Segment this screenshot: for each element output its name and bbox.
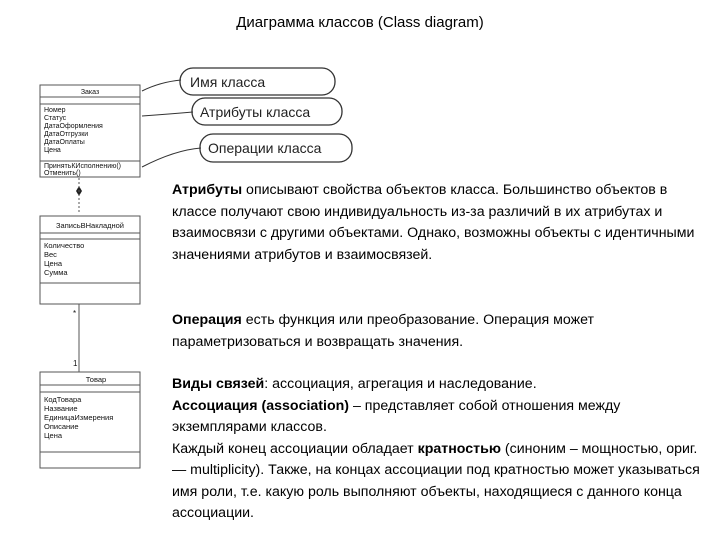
attributes-description: описывают свойства объектов класса. Большинство объектов в классе получают свою индивидуальность из-за различий в их атрибутах и взаимосвязи с другими объектами. Однако, возможны объекты с идентичными значениями атрибутов и взаимосвязей. (172, 182, 695, 263)
order-op: Отменить() (44, 170, 81, 177)
product-attr: КодТовара (44, 395, 82, 404)
class-invoice-entry (40, 216, 140, 304)
order-attr: Номер (44, 107, 66, 114)
term-operation: Операция (172, 312, 242, 328)
page-title: Диаграмма классов (Class diagram) (236, 14, 484, 31)
order-attr: Статус (44, 115, 67, 122)
invoice-attr: Сумма (44, 268, 68, 277)
product-attr: Название (44, 404, 78, 413)
term-multiplicity: кратностью (417, 440, 501, 457)
class-invoice-entry-name: ЗаписьВНакладной (56, 221, 124, 230)
term-relation-types: Виды связей (172, 376, 265, 392)
invoice-attr: Вес (44, 250, 57, 259)
product-attr: ЕдиницаИзмерения (44, 413, 114, 422)
invoice-attr: Цена (44, 259, 63, 268)
product-attr: Цена (44, 431, 63, 440)
multiplicity-lower: 1 (73, 359, 78, 368)
callout-class-name-label: Имя класса (190, 74, 266, 90)
order-op: ПринятьКИсполнению() (44, 163, 122, 170)
multiplicity-upper: * (73, 309, 77, 318)
order-attr: ДатаОформления (44, 123, 103, 130)
class-order (40, 85, 140, 177)
operation-description: есть функция или преобразование. Операция может параметризоваться и возвращать значения. (172, 312, 595, 350)
term-association: Ассоциация (association) (172, 397, 350, 414)
invoice-attr: Количество (44, 241, 85, 250)
class-order-name: Заказ (80, 89, 100, 96)
relation-types-description: : ассоциация, агрегация и наследование. (264, 376, 537, 392)
class-product-name: Товар (85, 375, 107, 384)
class-product (40, 372, 140, 468)
multiplicity-intro: Каждый конец ассоциации обладает (172, 440, 418, 457)
order-attr: ДатаОплаты (44, 139, 85, 146)
callout-operations (142, 134, 352, 167)
multiplicity-description: (синоним – мощностью, ориг. — multiplicity). Также, на концах ассоциации под кратностью может указываться имя роли, т.е. какую роль выполняют объекты, находящиеся с данного конца ассоциации. (172, 440, 700, 521)
callout-attributes (142, 98, 342, 125)
term-attributes: Атрибуты (172, 182, 243, 198)
order-attr: ДатаОтгрузки (44, 131, 89, 138)
order-attr: Цена (44, 147, 61, 154)
attributes-paragraph (172, 180, 712, 266)
association-description: – представляет собой отношения между экземплярами классов. (172, 397, 621, 435)
callout-attributes-label: Атрибуты класса (200, 104, 311, 120)
operation-paragraph (172, 310, 712, 353)
callout-class-name (142, 68, 335, 95)
product-attr: Описание (44, 422, 79, 431)
callout-operations-label: Операции класса (208, 140, 322, 156)
relations-paragraph (172, 374, 712, 525)
